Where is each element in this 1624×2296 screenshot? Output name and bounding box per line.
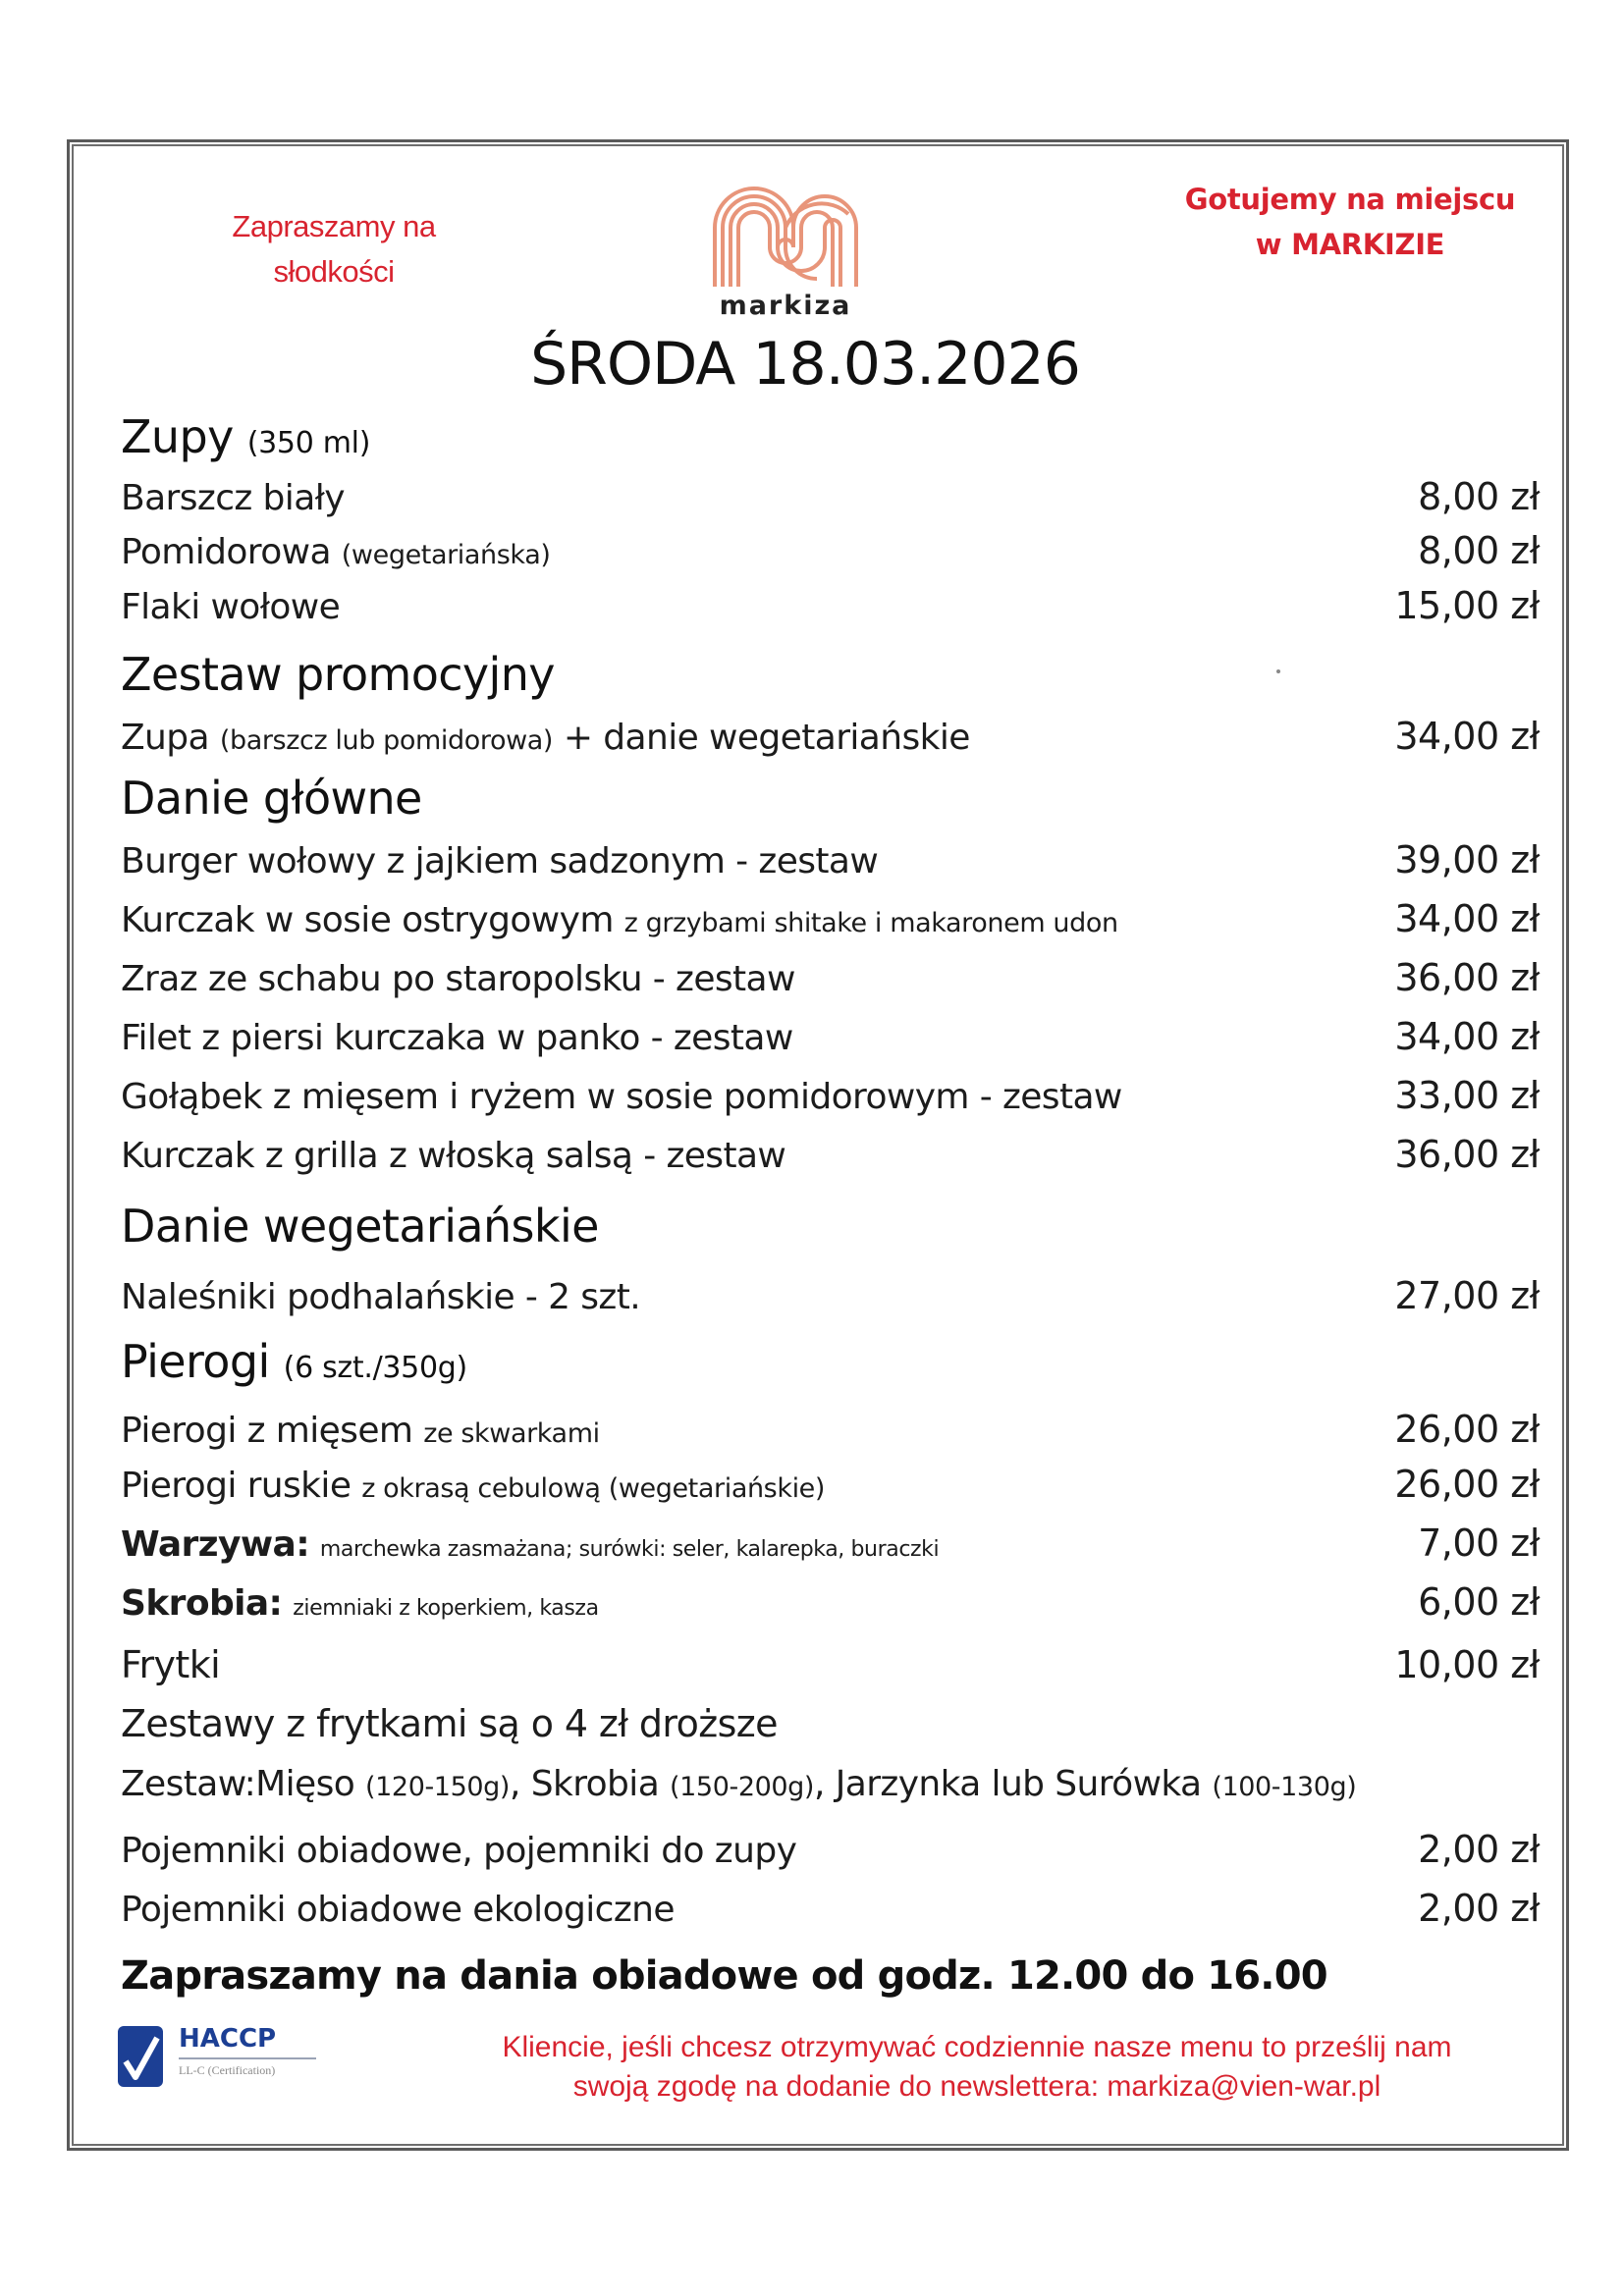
item-price: 2,00 zł — [1418, 1828, 1540, 1871]
section-note: (350 ml) — [246, 426, 371, 460]
menu-item — [121, 1637, 1540, 1686]
item-name-main: Warzywa: — [121, 1524, 310, 1565]
item-name-main: Pierogi z mięsem — [121, 1411, 413, 1451]
item-price: 34,00 zł — [1394, 1015, 1540, 1058]
item-name: Pojemniki obiadowe, pojemniki do zupy — [121, 1831, 797, 1871]
newsletter-note — [432, 2028, 1522, 2107]
fries-note-row — [121, 1696, 1540, 1745]
item-name-main: Skrobia: — [121, 1583, 283, 1624]
menu-item — [121, 469, 1540, 518]
item-name: Pojemniki obiadowe ekologiczne — [121, 1890, 675, 1930]
section-name: Zupy — [121, 410, 234, 463]
set-part-name: Jarzynka lub Surówka — [835, 1764, 1202, 1804]
item-price: 34,00 zł — [1394, 897, 1540, 940]
newsletter-line-1: Kliencie, jeśli chcesz otrzymywać codziennie nasze menu to prześlij nam — [502, 2031, 1452, 2063]
item-detail: (wegetariańska) — [341, 540, 551, 570]
item-price: 7,00 zł — [1418, 1522, 1540, 1565]
set-composition — [121, 1764, 1356, 1804]
menu-item — [121, 1068, 1540, 1117]
haccp-badge — [118, 2024, 334, 2087]
item-name — [121, 900, 1118, 940]
set-part-name: Skrobia — [530, 1764, 660, 1804]
item-detail: z grzybami shitake i makaronem udon — [623, 908, 1118, 938]
item-name: Filet z piersi kurczaka w panko - zestaw — [121, 1018, 793, 1058]
item-price: 36,00 zł — [1394, 956, 1540, 999]
menu-item — [121, 1268, 1540, 1317]
item-name: Naleśniki podhalańskie - 2 szt. — [121, 1277, 641, 1317]
haccp-subtitle: LL-C (Certification) — [179, 2063, 276, 2077]
item-price: 6,00 zł — [1418, 1580, 1540, 1624]
item-price: 10,00 zł — [1394, 1643, 1540, 1686]
item-name: Gołąbek z mięsem i ryżem w sosie pomidorowym - zestaw — [121, 1077, 1122, 1117]
item-price: 26,00 zł — [1394, 1408, 1540, 1451]
section-name: Pierogi — [121, 1335, 270, 1388]
markiza-logo-icon — [711, 185, 860, 287]
menu-item — [121, 523, 1540, 572]
item-name: Zraz ze schabu po staropolsku - zestaw — [121, 959, 795, 999]
haccp-divider — [179, 2057, 316, 2059]
menu-item — [121, 1457, 1540, 1506]
item-price: 34,00 zł — [1394, 715, 1540, 758]
item-name: Frytki — [121, 1643, 221, 1686]
item-price: 26,00 zł — [1394, 1463, 1540, 1506]
opening-hours: Zapraszamy na dania obiadowe od godz. 12.00 do 16.00 — [121, 1953, 1327, 1999]
logo-wordmark: markiza — [719, 291, 852, 321]
section-title-pierogi — [121, 1335, 467, 1388]
set-part-amount: (150-200g) — [670, 1772, 815, 1802]
separator: , — [510, 1764, 520, 1804]
menu-item — [121, 1822, 1540, 1871]
item-price: 27,00 zł — [1394, 1274, 1540, 1317]
item-detail: ze skwarkami — [423, 1418, 600, 1449]
menu-item — [121, 891, 1540, 940]
menu-item — [121, 1009, 1540, 1058]
item-name — [121, 1466, 825, 1506]
item-name-main: Pierogi ruskie — [121, 1466, 352, 1506]
section-note: (6 szt./350g) — [283, 1351, 467, 1385]
item-name: Kurczak z grilla z włoską salsą - zestaw — [121, 1136, 786, 1176]
section-title-mains: Danie główne — [121, 772, 422, 825]
item-name-main: Zupa — [121, 718, 209, 758]
sweets-invitation — [177, 204, 491, 294]
item-name-main: Pomidorowa — [121, 532, 331, 572]
item-price: 8,00 zł — [1418, 475, 1540, 518]
cooking-line-2: w MARKIZIE — [1255, 228, 1445, 261]
item-name — [121, 1524, 939, 1565]
menu-item — [121, 950, 1540, 999]
separator: , — [814, 1764, 825, 1804]
section-title-promo: Zestaw promocyjny — [121, 648, 555, 701]
item-detail: z okrasą cebulową (wegetariańskie) — [361, 1473, 826, 1504]
item-suffix: + danie wegetariańskie — [563, 718, 970, 758]
newsletter-line-2: swoją zgodę na dodanie do newslettera: markiza@vien-war.pl — [572, 2070, 1381, 2103]
item-price: 2,00 zł — [1418, 1887, 1540, 1930]
item-name — [121, 718, 970, 758]
menu-item — [121, 709, 1540, 758]
menu-item — [121, 1127, 1540, 1176]
menu-item — [121, 1516, 1540, 1565]
fries-note: Zestawy z frytkami są o 4 zł droższe — [121, 1702, 778, 1745]
menu-item — [121, 1575, 1540, 1624]
menu-item — [121, 832, 1540, 881]
sweets-line-1: Zapraszamy na — [232, 209, 436, 243]
menu-item — [121, 1402, 1540, 1451]
item-name — [121, 1411, 600, 1451]
page-title: ŚRODA 18.03.2026 — [530, 330, 1080, 399]
item-name-main: Kurczak w sosie ostrygowym — [121, 900, 614, 940]
menu-item — [121, 1881, 1540, 1930]
cooking-on-site-note — [1149, 177, 1551, 267]
item-name: Burger wołowy z jajkiem sadzonym - zestaw — [121, 841, 879, 881]
set-part-amount: (120-150g) — [365, 1772, 511, 1802]
section-title-soups — [121, 410, 370, 463]
sweets-line-2: słodkości — [273, 254, 395, 289]
item-price: 8,00 zł — [1418, 529, 1540, 572]
item-price: 39,00 zł — [1394, 838, 1540, 881]
stray-dot — [1276, 669, 1280, 673]
set-composition-row — [121, 1755, 1540, 1804]
haccp-title: HACCP — [179, 2024, 277, 2054]
item-detail: (barszcz lub pomidorowa) — [219, 725, 554, 756]
item-detail: marchewka zasmażana; surówki: seler, kalarepka, buraczki — [319, 1537, 940, 1562]
haccp-check-icon — [118, 2026, 163, 2087]
item-detail: ziemniaki z koperkiem, kasza — [293, 1596, 599, 1621]
item-name: Flaki wołowe — [121, 587, 341, 627]
item-price: 36,00 zł — [1394, 1133, 1540, 1176]
menu-item — [121, 578, 1540, 627]
set-part-amount: (100-130g) — [1212, 1772, 1357, 1802]
section-title-vegetarian: Danie wegetariańskie — [121, 1200, 599, 1253]
item-name: Barszcz biały — [121, 478, 345, 518]
set-label: Zestaw: — [121, 1764, 256, 1804]
item-name — [121, 532, 550, 572]
cooking-line-1: Gotujemy na miejscu — [1184, 183, 1516, 216]
item-price: 15,00 zł — [1394, 584, 1540, 627]
set-part-name: Mięso — [255, 1764, 355, 1804]
item-price: 33,00 zł — [1394, 1074, 1540, 1117]
item-name — [121, 1583, 599, 1624]
